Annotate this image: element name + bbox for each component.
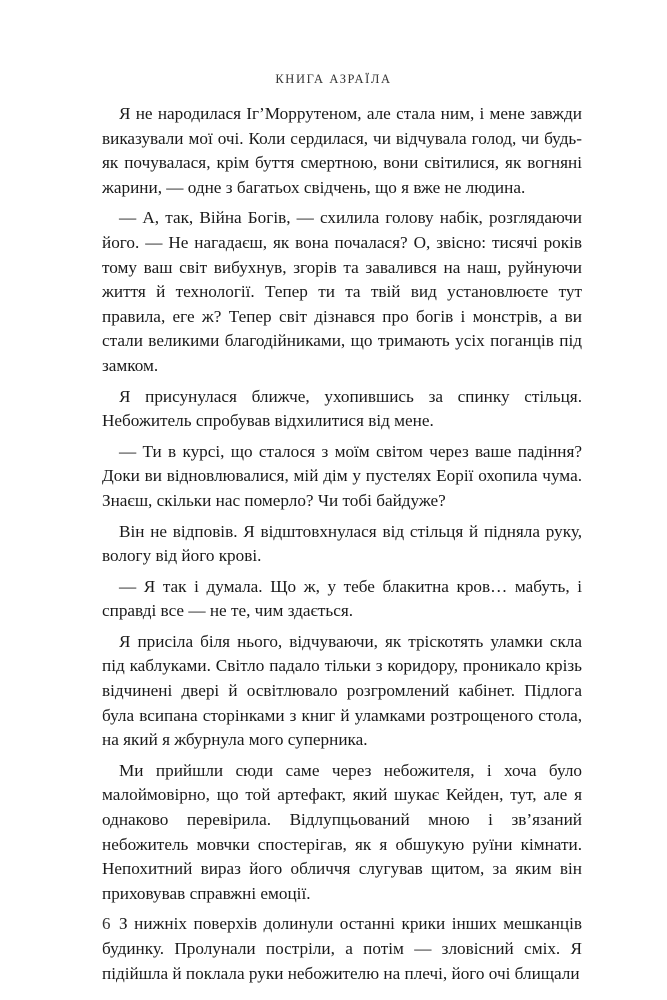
paragraph: — А, так, Війна Богів, — схилила голову набік, розглядаючи його. — Не нагадаєш, як вона почалася? О, звісно: тисячі років тому ваш світ вибухнув, згорів та завалився на наш, руйнуючи життя й технології. Тепер ти та твій вид установлюєте тут правила, еге ж? Тепер світ дізнався про богів і монстрів, а ви стали великими благодійниками, що тримають усіх поганців під замком.	[102, 208, 582, 375]
paragraph: Він не відповів. Я відштовхнулася від стільця й підняла руку, вологу від його крові.	[102, 521, 582, 566]
paragraph: З нижніх поверхів долинули останні крики інших мешканців будинку. Пролунали постріли, а потім — зловісний сміх. Я підійшла й поклала руки небожителю на плечі, його очі блищали	[102, 914, 582, 983]
paragraph: — Я так і думала. Що ж, у тебе блакитна кров… мабуть, і справді все — не те, чим здається.	[102, 576, 582, 621]
paragraph: Я присунулася ближче, ухопившись за спинку стільця. Небожитель спробував відхилитися від мене.	[102, 386, 582, 431]
paragraph: — Ти в курсі, що сталося з моїм світом через ваше падіння? Доки ви відновлювалися, мій дім у пустелях Еорії охопила чума. Знаєш, скільки нас померло? Чи тобі байдуже?	[102, 441, 582, 510]
running-head: КНИГА АЗРАЇЛА	[275, 72, 392, 86]
paragraph: Ми прийшли сюди саме через небожителя, і хоча було малоймовірно, що той артефакт, який шукає Кейден, тут, але я однаково перевірила. Відлупцьований мною і зв’язаний небожитель мовчки спостерігав, як я обшукую руїни кімнати. Непохитний вираз його обличчя слугував щитом, за яким він приховував справжні емоції.	[102, 760, 582, 903]
page-number: 6	[102, 914, 111, 933]
paragraph: Я присіла біля нього, відчуваючи, як тріскотять уламки скла під каблуками. Світло падало тільки з коридору, проникало крізь відчинені двері й освітлювало розгромлений кабінет. Підлога була всипана сторінками з книг й уламками розтрощеного стола, на який я жбурнула мого суперника.	[102, 631, 582, 750]
paragraph: Я не народилася Іг’Моррутеном, але стала ним, і мене завжди виказували мої очі. Коли сердилася, чи відчувала голод, чи будь-як почувалася, крім буття смертною, вони світилися, як вогняні жарини, — одне з багатьох свідчень, що я вже не людина.	[102, 104, 582, 197]
body-text	[102, 102, 582, 986]
